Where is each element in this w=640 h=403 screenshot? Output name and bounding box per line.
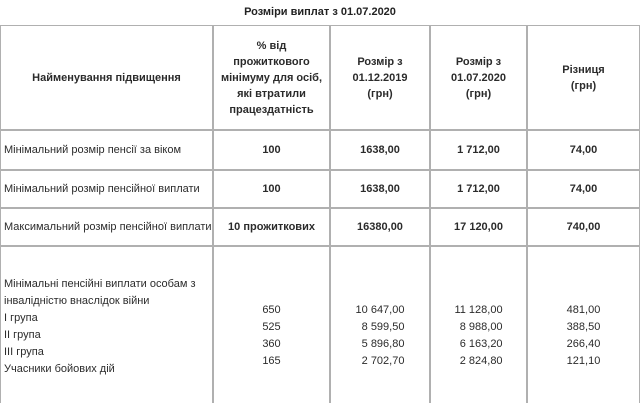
table-cell-size-2020: 1 712,00 — [430, 130, 527, 170]
table-cell-percent: 100 — [213, 130, 330, 170]
table-cell-percent: 100 — [213, 170, 330, 208]
table-cell-group-size-2020: 11 128,00 8 988,00 6 163,20 2 824,80 — [430, 246, 527, 403]
group-item-name: II група — [4, 329, 41, 341]
table-cell-percent: 10 прожиткових — [213, 208, 330, 246]
group-item-name: Учасники бойових дій — [4, 363, 115, 375]
table-cell-group-percent: 650 525 360 165 — [213, 246, 330, 403]
table-row-name: Мінімальний розмір пенсії за віком — [0, 130, 213, 170]
header-size-2020: Розмір з 01.07.2020 (грн) — [430, 25, 527, 130]
table-row-name: Мінімальний розмір пенсійної виплати — [0, 170, 213, 208]
header-size-2019: Розмір з 01.12.2019 (грн) — [330, 25, 430, 130]
group-item-name: III група — [4, 346, 44, 358]
group-item-name: I група — [4, 312, 38, 324]
header-diff: Різниця (грн) — [527, 25, 640, 130]
table-cell-group-size-2019: 10 647,00 8 599,50 5 896,80 2 702,70 — [330, 246, 430, 403]
header-percent: % від прожиткового мінімуму для осіб, які втратили працездатність — [213, 25, 330, 130]
table-row-name: Максимальний розмір пенсійної виплати — [0, 208, 213, 246]
table-cell-diff: 740,00 — [527, 208, 640, 246]
table-cell-diff: 74,00 — [527, 130, 640, 170]
table-cell-size-2019: 1638,00 — [330, 170, 430, 208]
header-name: Найменування підвищення — [0, 25, 213, 130]
group-intro-line: Мінімальні пенсійні виплати особам з — [4, 278, 196, 290]
table-cell-diff: 74,00 — [527, 170, 640, 208]
table-caption: Розміри виплат з 01.07.2020 — [244, 6, 396, 18]
group-intro-line: інвалідністю внаслідок війни — [4, 295, 150, 307]
table-cell-size-2020: 17 120,00 — [430, 208, 527, 246]
table-cell-size-2020: 1 712,00 — [430, 170, 527, 208]
table-cell-size-2019: 16380,00 — [330, 208, 430, 246]
table-cell-group-diff: 481,00 388,50 266,40 121,10 — [527, 246, 640, 403]
table-cell-size-2019: 1638,00 — [330, 130, 430, 170]
table-row-group-name — [0, 246, 213, 403]
